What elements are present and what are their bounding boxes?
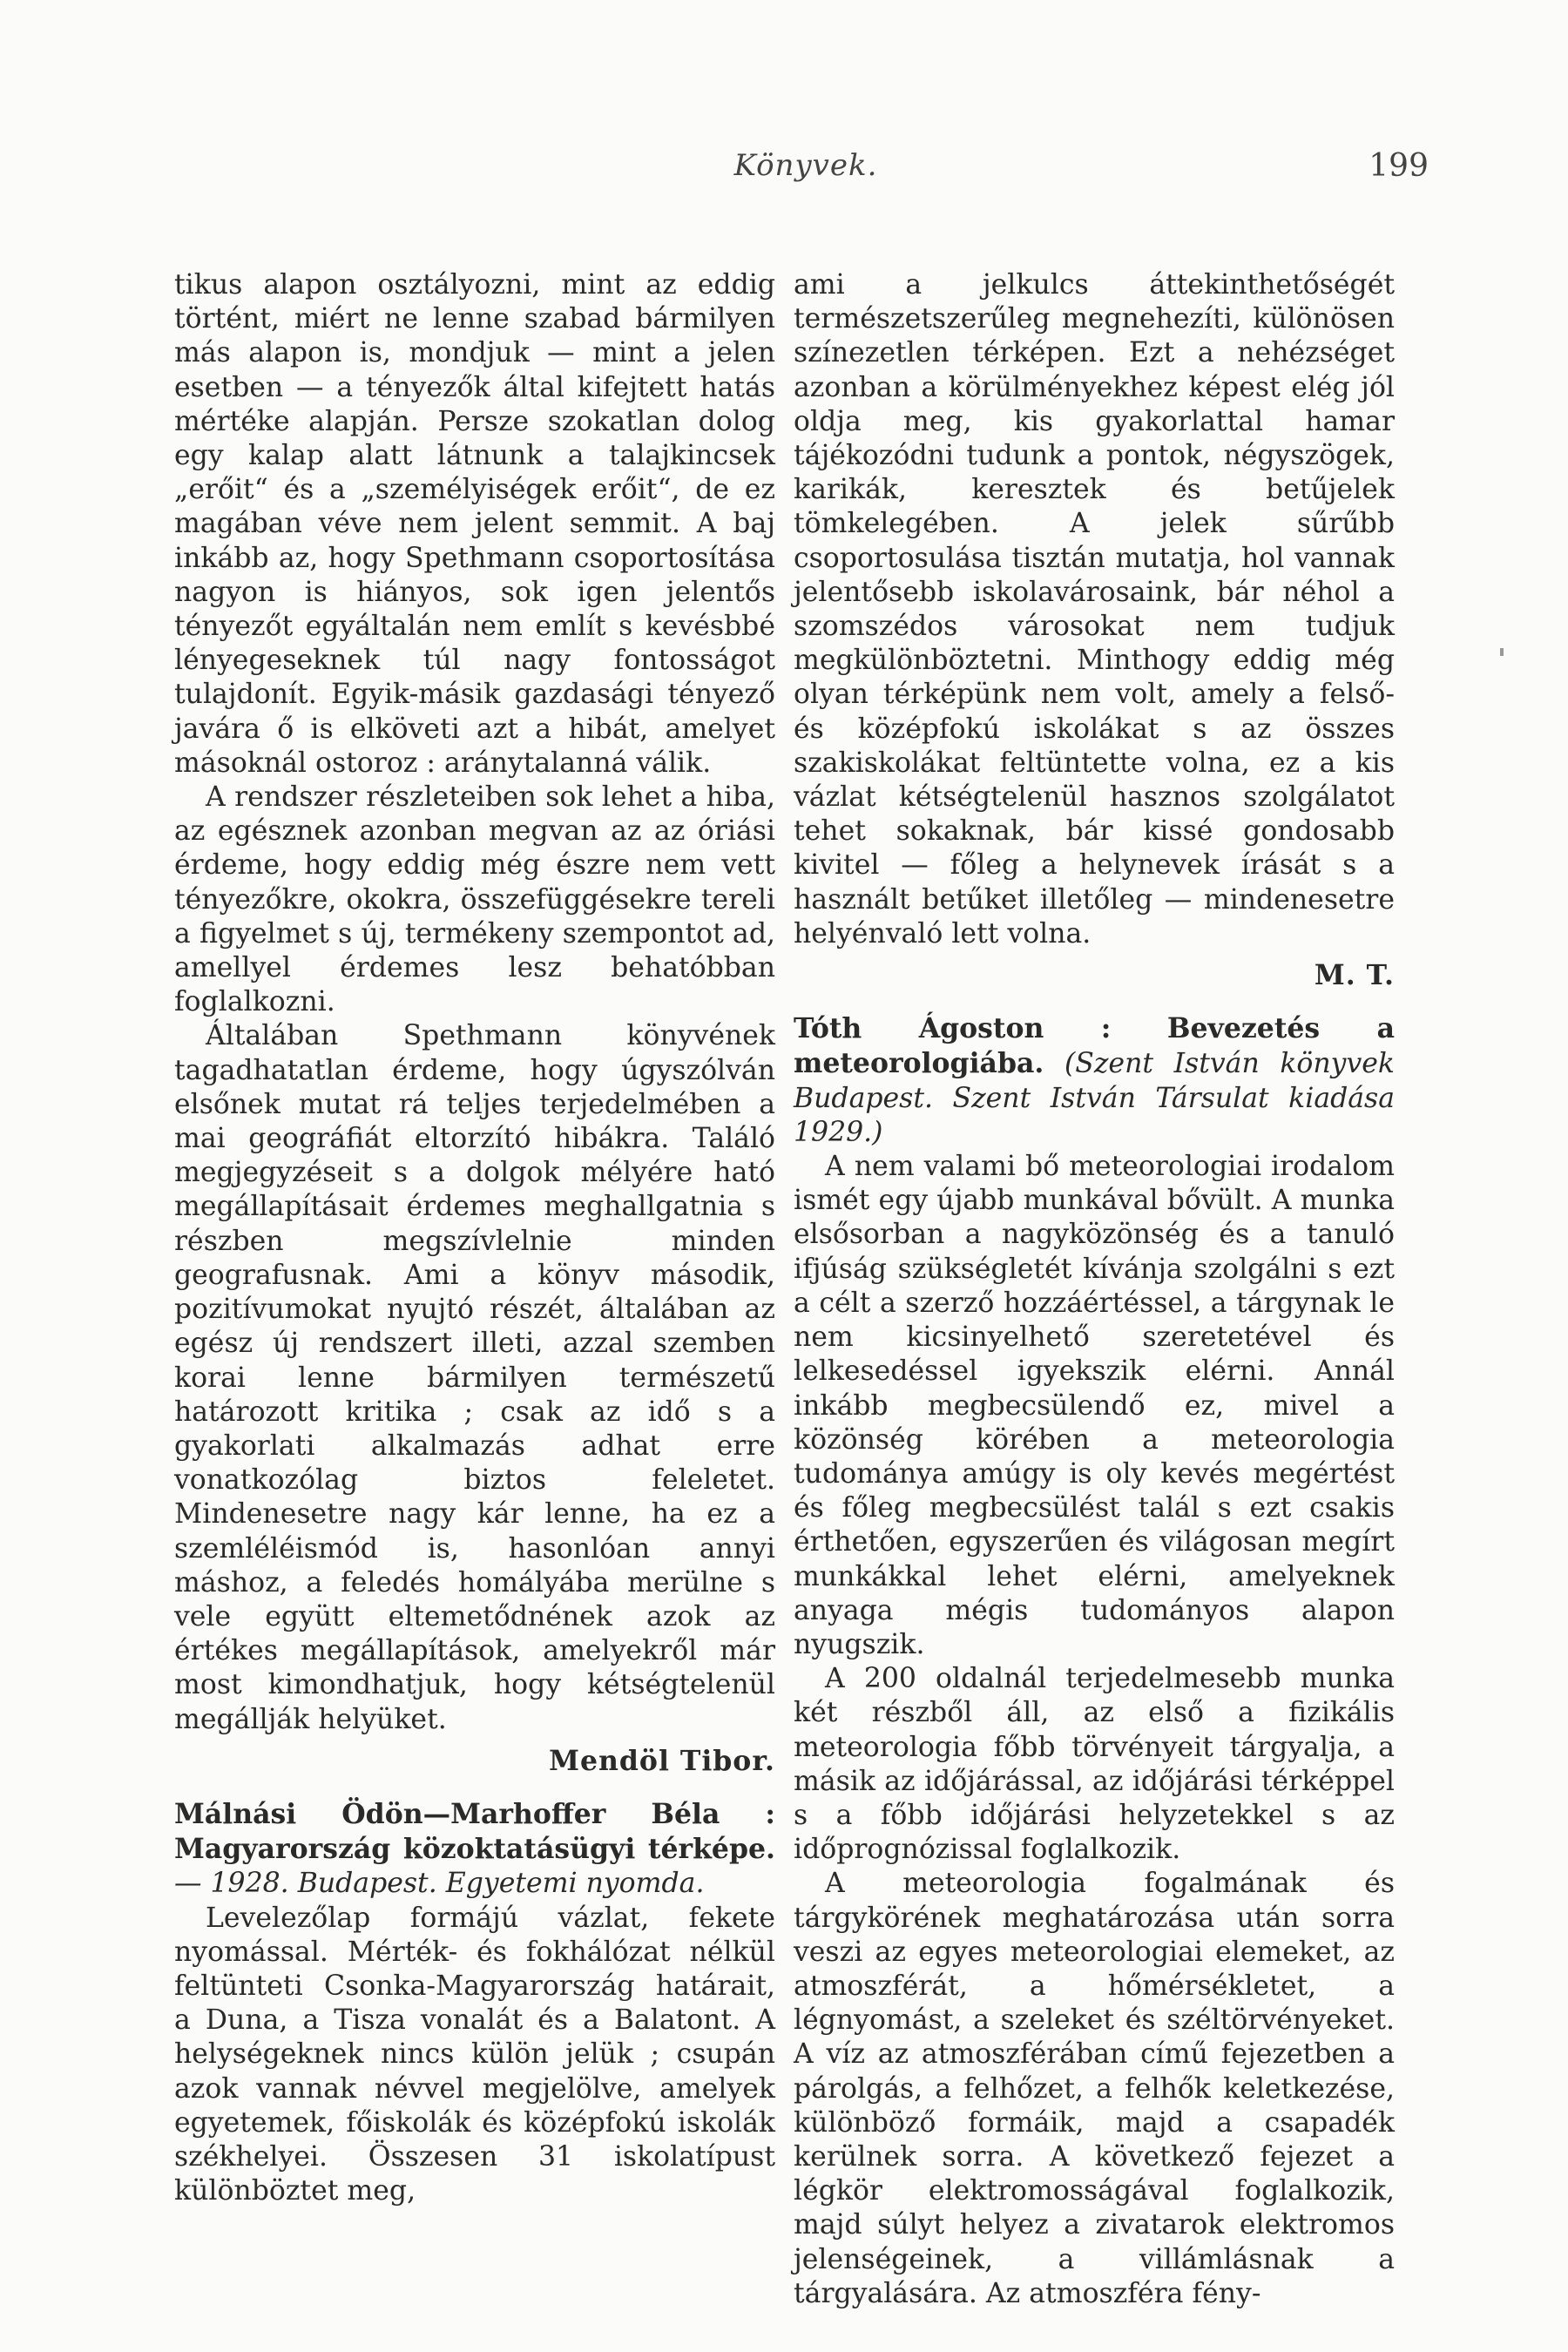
review-authors: Málnási Ödön—Marhoffer Béla : [174, 1797, 775, 1830]
print-speck [1500, 648, 1504, 656]
paragraph: A 200 oldalnál terjedelmesebb munka két részből áll, az első a fizikális meteorologia főbb törvényeit tárgyalja, a másik az időjárással, az időjárási térképpel s a főbb időjárási helyzetekkel s az időprognózissal foglalkozik. [794, 1663, 1395, 1866]
review-title: Bevezetés a meteorologiába. [794, 1012, 1395, 1080]
reviewer-signature: Mendöl Tibor. [549, 1744, 775, 1777]
paragraph: Levelezőlap formájú vázlat, fekete nyomással. Mérték- és fokhálózat nélkül feltünteti Csonka-Magyarország határait, a Duna, a Tisza vonalát és a Balatont. A helységeknek nincs külön jelük ; csupán azok vannak névvel megjelölve, amelyek egyetemek, főiskolák és középfokú iskolák székhelyei. Összesen 31 iskolatípust különböztet meg, [174, 1902, 775, 2207]
page-number: 199 [1369, 148, 1429, 184]
review-heading [794, 1011, 1395, 1150]
paragraph: Általában Spethmann könyvének tagadhatatlan érdeme, hogy úgyszólván elsőnek mutat rá teljes terjedelmében a mai geográfiát eltorzító hibákra. Találó megjegyzéseit s a dolgok mélyére ható megállapításait érdemes meghallgatnia s részben megszívlelnie minden geografusnak. Ami a könyv második, pozitívumokat nyujtó részét, általában az egész új rendszert illeti, azzal szemben korai lenne bármilyen természetű határozott kritika ; csak az idő s a gyakorlati alkalmazás adhat erre vonatkozólag biztos feleletet. Mindenesetre nagy kár lenne, ha ez a szemléléismód is, hasonlóan annyi máshoz, a feledés homályába merülne s vele együtt eltemetődnének azok az értékes megállapítások, amelyekről már most kimondhatjuk, hogy kétségtelenül megállják helyüket. [174, 1020, 775, 1735]
review-authors: Tóth Ágoston : [794, 1012, 1112, 1045]
paragraph: A nem valami bő meteorologiai irodalom ismét egy újabb munkával bővült. A munka elsősorban a nagyközönség és a tanuló ifjúság szükségletét kívánja szolgálni s ezt a célt a szerző hozzáértéssel, a tárgynak le nem kicsinyelhető szeretetével és lelkesedéssel igyekszik elérni. Annál inkább megbecsülendő ez, mivel a közönség körében a meteorologia tudománya amúgy is oly kevés megértést és főleg megbecsülést talál s ezt csakis érthetően, egyszerűen és világosan megírt munkákkal lehet elérni, amelyeknek anyaga mégis tudományos alapon nyugszik. [794, 1151, 1395, 1660]
page-header [174, 148, 1429, 192]
review-publication: — 1928. Budapest. Egyetemi nyomda. [174, 1868, 705, 1900]
review-publication: (Szent István könyvek Budapest. Szent István Társulat kiadása 1929.) [794, 1048, 1395, 1148]
review-heading [174, 1797, 775, 1902]
paragraph: ami a jelkulcs áttekinthetőségét természetszerűleg megnehezíti, különösen színezetlen térképen. Ezt a nehézséget azonban a körülményekhez képest elég jól oldja meg, kis gyakorlattal hamar tájékozódni tudunk a pontok, négyszögek, karikák, keresztek és betűjelek tömkelegében. A jelek sűrűbb csoportosulása tisztán mutatja, hol vannak jelentősebb iskolavárosaink, bár néhol a szomszédos városokat nem tudjuk megkülönböztetni. Minthogy eddig még olyan térképünk nem volt, amely a felső- és középfokú iskolákat s az összes szakiskolákat feltüntette volna, ez a kis vázlat kétségtelenül hasznos szolgálatot tehet sokaknak, bár kissé gondosabb kivitel — főleg a helynevek írását s a használt betűket illetőleg — mindenesetre helyénvaló lett volna. [794, 269, 1395, 950]
paragraph: tikus alapon osztályozni, mint az eddig történt, miért ne lenne szabad bármilyen más alapon is, mondjuk — mint a jelen esetben — a tényezők által kifejtett hatás mértéke alapján. Persze szokatlan dolog egy kalap alatt látnunk a talajkincsek „erőit“ és a „személyiségek erőit“, de ez magában véve nem jelent semmit. A baj inkább az, hogy Spethmann csoportosítása nagyon is hiányos, sok igen jelentős tényezőt egyáltalán nem említ s kevésbbé lényegeseknek túl nagy fontosságot tulajdonít. Egyik-másik gazdasági tényező javára ő is elköveti azt a hibát, amelyet másoknál ostoroz : aránytalanná válik. [174, 269, 775, 779]
paragraph: A rendszer részleteiben sok lehet a hiba, az egésznek azonban megvan az az óriási érdeme, hogy eddig még észre nem vett tényezőkre, okokra, összefüggésekre tereli a figyelmet s új, termékeny szempontot ad, amellyel érdemes lesz behatóbban foglalkozni. [174, 781, 775, 1018]
reviewer-signature: M. T. [1314, 959, 1395, 992]
left-column [174, 268, 775, 2208]
running-head: Könyvek. [733, 148, 878, 183]
right-column [794, 268, 1395, 2311]
review-title: Magyarország közoktatásügyi térképe. [174, 1833, 775, 1866]
paragraph: A meteorologia fogalmának és tárgykörének meghatározása után sorra veszi az egyes meteorologiai elemeket, az atmoszférát, a hőmérsékletet, a légnyomást, a szeleket és széltörvényeket. A víz az atmoszférában című fejezetben a párolgás, a felhőzet, a felhők keletkezése, különböző formáik, majd a csapadék kerülnek sorra. A következő fejezet a légkör elektromosságával foglalkozik, majd súlyt helyez a zivatarok elektromos jelenségeinek, a villámlásnak a tárgyalására. Az atmoszféra fény- [794, 1868, 1395, 2309]
